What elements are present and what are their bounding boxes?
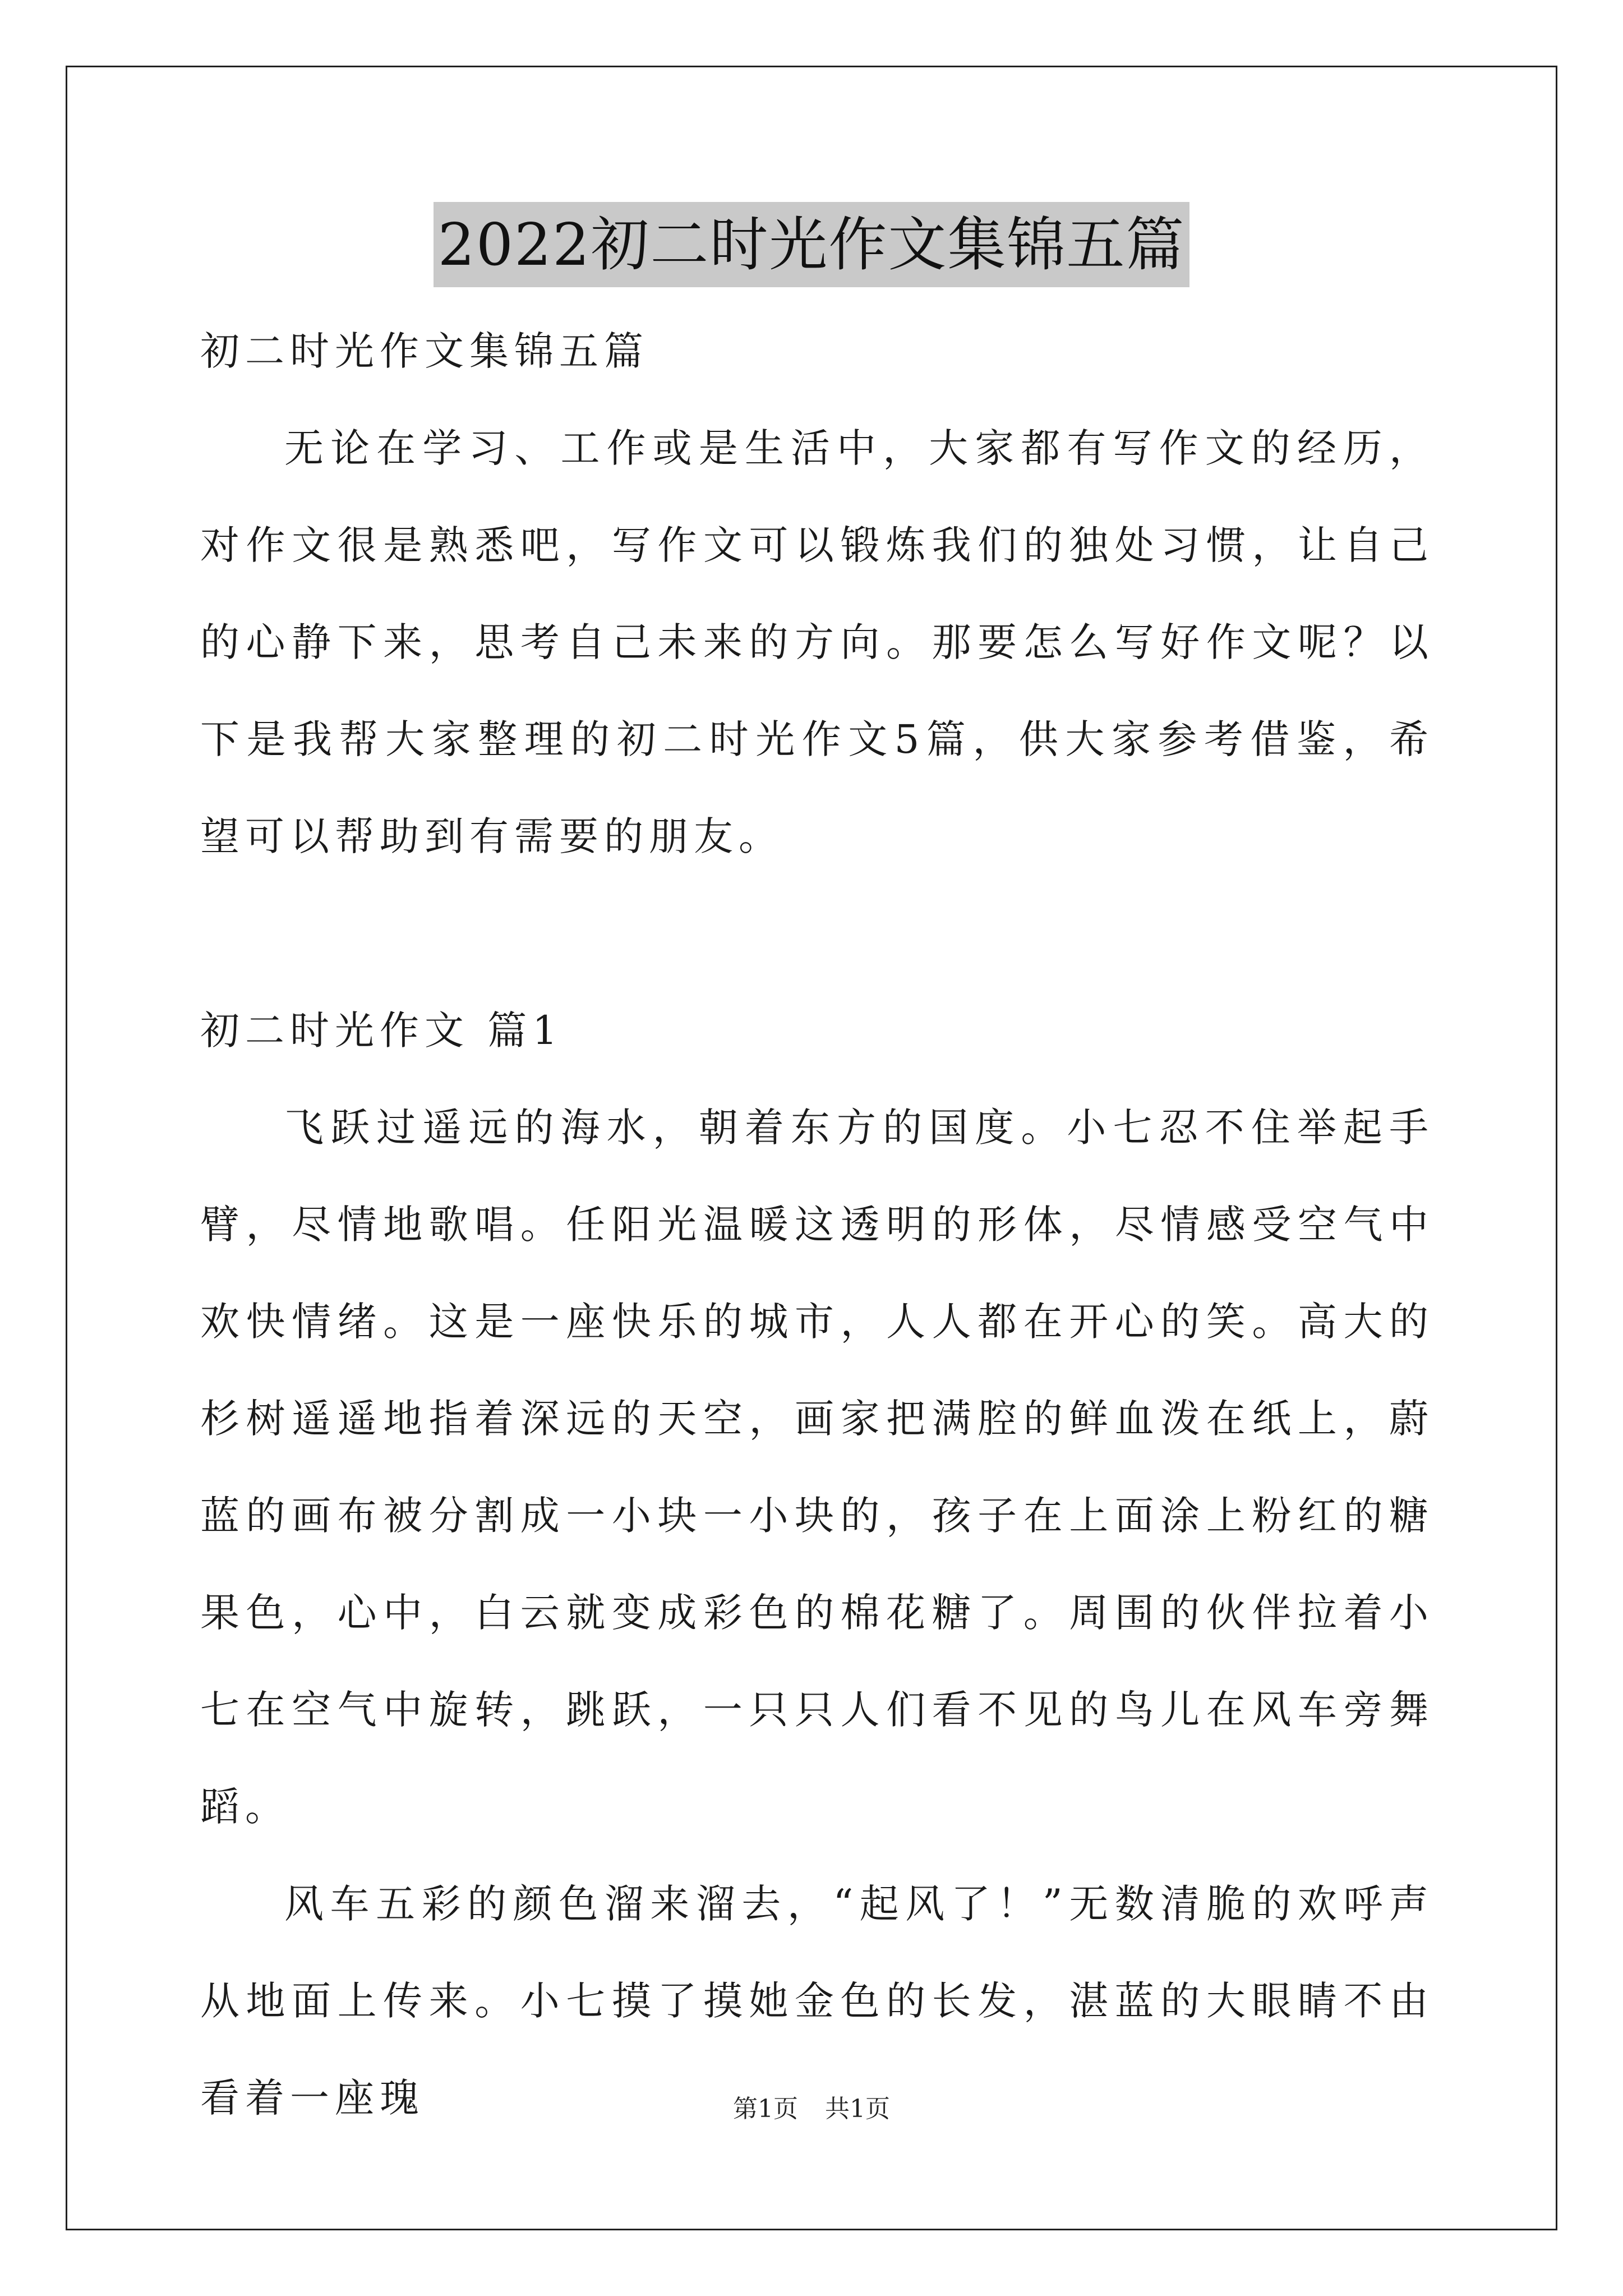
section-spacer bbox=[200, 885, 1434, 982]
intro-paragraph: 无论在学习、工作或是生活中，大家都有写作文的经历，对作文很是熟悉吧，写作文可以锻炼我们的独处习惯，让自己的心静下来，思考自己未来的方向。那要怎么写好作文呢？以下是我帮大家整理的初二时光作文5篇，供大家参考借鉴，希望可以帮助到有需要的朋友。 bbox=[200, 425, 1434, 859]
page-number: 第1页 bbox=[733, 2095, 798, 2123]
document-title: 2022初二时光作文集锦五篇 bbox=[434, 202, 1190, 287]
body-paragraph: 飞跃过遥远的海水，朝着东方的国度。小七忍不住举起手臂，尽情地歌唱。任阳光温暖这透明的形体，尽情感受空气中欢快情绪。这是一座快乐的城市，人人都在开心的笑。高大的杉树遥遥地指着深远的天空，画家把满腔的鲜血泼在纸上，蔚蓝的画布被分割成一小块一小块的，孩子在上面涂上粉红的糖果色，心中，白云就变成彩色的棉花糖了。周围的伙伴拉着小七在空气中旋转，跳跃，一只只人们看不见的鸟儿在风车旁舞蹈。 bbox=[200, 1105, 1434, 1830]
page-footer bbox=[0, 2092, 1623, 2126]
body-paragraph: 风车五彩的颜色溜来溜去，“起风了！”无数清脆的欢呼声从地面上传来。小七摸了摸她金色的长发，湛蓝的大眼睛不由看着一座瑰 bbox=[200, 1881, 1434, 2121]
title-container bbox=[0, 202, 1623, 287]
section-heading: 初二时光作文 篇1 bbox=[200, 1007, 563, 1053]
document-subtitle: 初二时光作文集锦五篇 bbox=[200, 328, 649, 374]
document-body bbox=[200, 303, 1434, 2147]
page-total: 共1页 bbox=[825, 2095, 890, 2123]
